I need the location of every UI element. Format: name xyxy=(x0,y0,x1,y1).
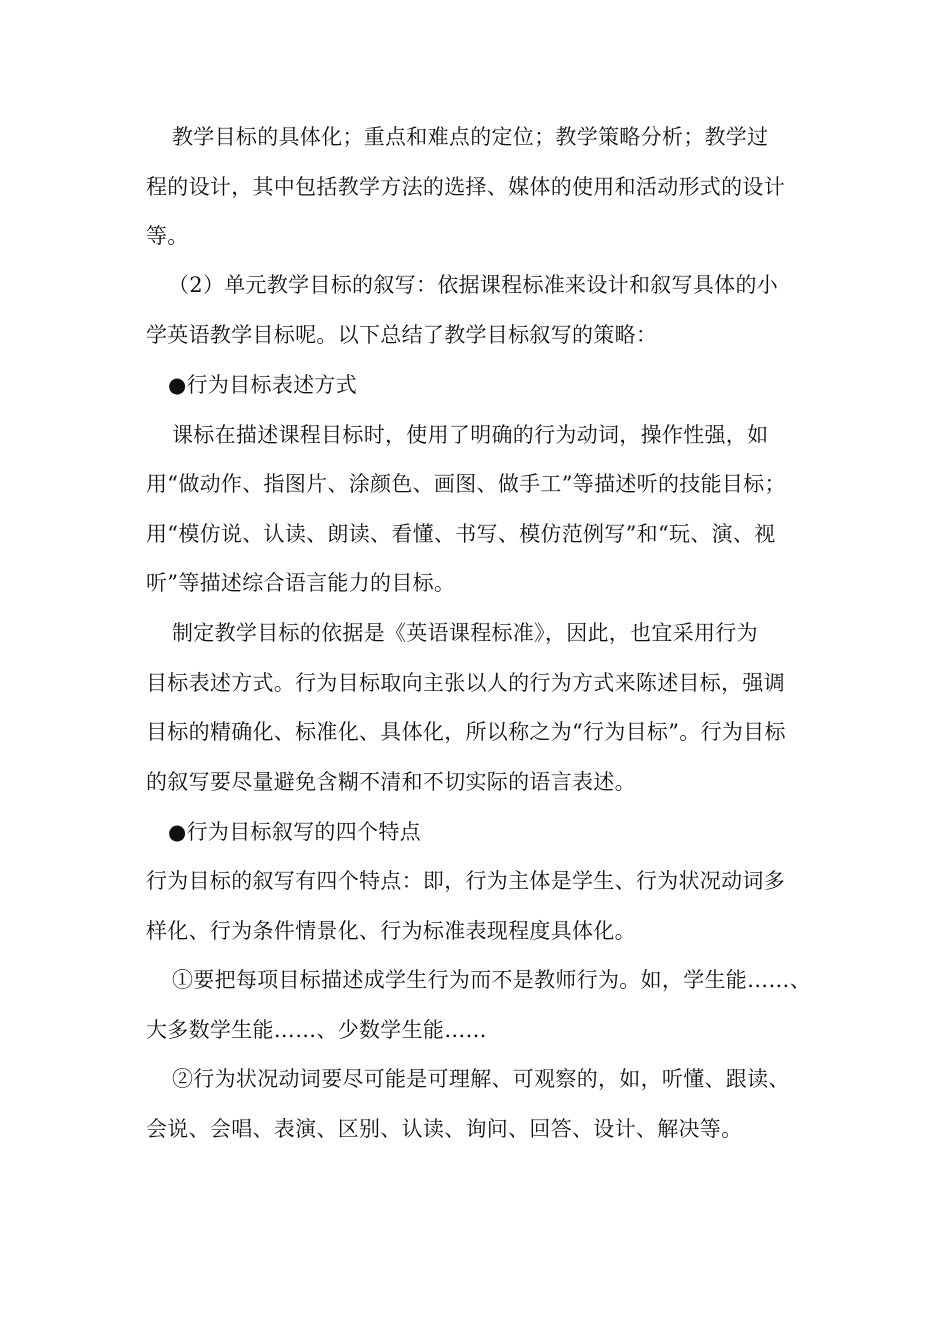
paragraph-line: 的叙写要尽量避免含糊不清和不切实际的语言表述。 xyxy=(146,770,636,794)
paragraph-line: 制定教学目标的依据是《英语课程标准》，因此，也宜采用行为 xyxy=(172,621,758,645)
list-item-line: ②行为状况动词要尽可能是可理解、可观察的，如，听懂、跟读、 xyxy=(172,1067,790,1091)
paragraph-line: 用“做动作、指图片、涂颜色、画图、做手工”等描述听的技能目标； xyxy=(146,472,786,496)
paragraph-line: 目标的精确化、标准化、具体化，所以称之为“行为目标”。行为目标 xyxy=(146,720,786,744)
paragraph-line: 学英语教学目标呢。以下总结了教学目标叙写的策略： xyxy=(146,323,658,347)
paragraph-line: 课标在描述课程目标时，使用了明确的行为动词，操作性强，如 xyxy=(172,423,769,447)
bullet-heading: ●行为目标表述方式 xyxy=(168,373,358,397)
list-item-line: 大多数学生能……、少数学生能…… xyxy=(146,1018,487,1042)
paragraph-line: 样化、行为条件情景化、行为标准表现程度具体化。 xyxy=(146,919,636,943)
paragraph-line: 教学目标的具体化；重点和难点的定位；教学策略分析；教学过 xyxy=(172,125,769,149)
paragraph-line: 等。 xyxy=(146,224,189,248)
paragraph-line: 用“模仿说、认读、朗读、看懂、书写、模仿范例写”和“玩、演、视 xyxy=(146,522,776,546)
list-item-line: ①要把每项目标描述成学生行为而不是教师行为。如，学生能……、 xyxy=(172,968,811,992)
bullet-heading: ●行为目标叙写的四个特点 xyxy=(168,820,421,844)
paragraph-line: 程的设计，其中包括教学方法的选择、媒体的使用和活动形式的设计 xyxy=(146,175,785,199)
list-item-line: 会说、会唱、表演、区别、认读、询问、回答、设计、解决等。 xyxy=(146,1117,743,1141)
paragraph-line: 行为目标的叙写有四个特点：即，行为主体是学生、行为状况动词多 xyxy=(146,869,785,893)
paragraph-line: 听”等描述综合语言能力的目标。 xyxy=(146,571,456,595)
paragraph-line: 目标表述方式。行为目标取向主张以人的行为方式来陈述目标，强调 xyxy=(146,671,785,695)
section-heading-line: （2）单元教学目标的叙写：依据课程标准来设计和叙写具体的小 xyxy=(168,273,779,297)
